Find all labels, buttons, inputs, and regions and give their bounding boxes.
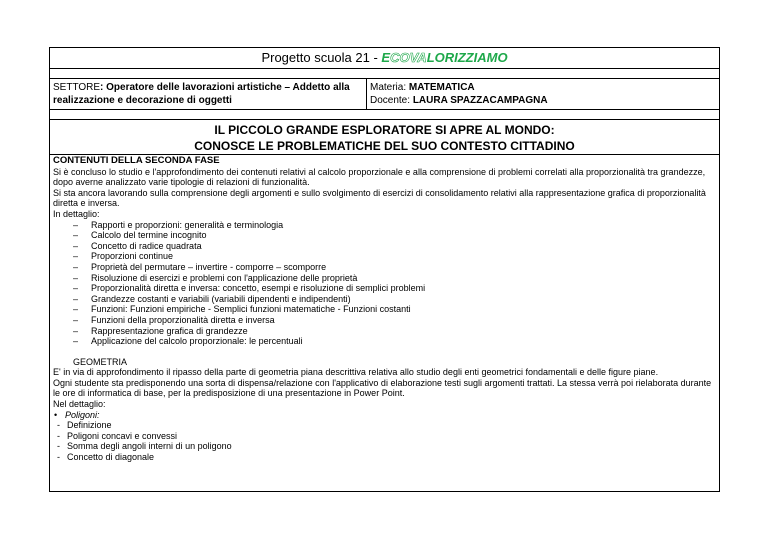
list-item: – Proporzionalità diretta e inversa: concetto, esempi e risoluzione di semplici problemi [73, 283, 716, 294]
settore-label: SETTORE [53, 82, 101, 93]
list-item: – Grandezze costanti e variabili (variabili dipendenti e indipendenti) [73, 294, 716, 305]
list-item: – Proporzioni continue [73, 251, 716, 262]
materia-value: MATEMATICA [408, 82, 475, 93]
spacer-row [50, 69, 720, 79]
materia-label: Materia: [370, 82, 409, 93]
spacer [53, 347, 716, 357]
list-item: – Funzioni: Funzioni empiriche - Semplici funzioni matematiche - Funzioni costanti [73, 304, 716, 315]
topics-list [53, 220, 716, 347]
list-item: - Concetto di diagonale [57, 452, 716, 463]
poligoni-list [53, 420, 716, 462]
logo-lorizziamo: LORIZZIAMO [426, 50, 508, 65]
docente-value: LAURA SPAZZACAMPAGNA [412, 95, 548, 106]
poligoni-label: Poligoni: [65, 409, 100, 420]
paragraph: Si sta ancora lavorando sulla comprensione degli argomenti e sullo svolgimento di esercizi di consolidamento relativi alla rappresentazione grafica di proporzionalità diretta e inversa. [53, 187, 706, 209]
list-item: – Applicazione del calcolo proporzionale: le percentuali [73, 336, 716, 347]
list-item: – Funzioni della proporzionalità diretta e inversa [73, 315, 716, 326]
logo-cova: COVA [390, 50, 427, 65]
content-cell [50, 155, 720, 492]
detail-label: Nel dettaglio: [53, 399, 106, 410]
list-item: – Rappresentazione grafica di grandezze [73, 326, 716, 337]
settore-value: : Operatore delle lavorazioni artistiche – Addetto alla realizzazione e decorazione di oggetti [53, 82, 350, 106]
paragraph: Ogni studente sta predisponendo una sorta di dispensa/relazione con l'applicativo di elaborazione testi sugli argomenti trattati. La stessa verrà poi rielaborata durante le ore di informatica di base, per la predisposizione di una presentazione in Power Point. [53, 377, 712, 399]
heading-line-1: IL PICCOLO GRANDE ESPLORATORE SI APRE AL MONDO: [214, 123, 555, 137]
settore-cell [50, 79, 367, 110]
geometria-title: GEOMETRIA [73, 356, 128, 367]
list-item: – Risoluzione di esercizi e problemi con l'applicazione delle proprietà [73, 273, 716, 284]
spacer-row [50, 110, 720, 120]
list-item: - Somma degli angoli interni di un poligono [57, 441, 716, 452]
detail-label: In dettaglio: [53, 208, 100, 219]
materia-docente-cell [367, 79, 720, 110]
list-item: – Concetto di radice quadrata [73, 241, 716, 252]
list-item: – Proprietà del permutare – invertire - comporre – scomporre [73, 262, 716, 273]
list-item: - Poligoni concavi e convessi [57, 431, 716, 442]
project-title-prefix: Progetto scuola 21 - [261, 50, 382, 65]
bullet-icon: • [54, 409, 58, 420]
poligoni-heading [53, 410, 716, 421]
docente-label: Docente: [370, 95, 413, 106]
list-item: – Calcolo del termine incognito [73, 230, 716, 241]
heading-line-2: CONOSCE LE PROBLEMATICHE DEL SUO CONTESTO CITTADINO [194, 139, 575, 153]
paragraph: E' in via di approfondimento il ripasso della parte di geometria piana descrittiva relativa allo studio degli enti geometrici fondamentali e delle figure piane. [53, 367, 659, 378]
section-title: CONTENUTI DELLA SECONDA FASE [53, 155, 220, 166]
project-title [50, 48, 720, 69]
paragraph: Si è concluso lo studio e l'approfondimento dei contenuti relativi al calcolo proporzionale e alla comprensione di problemi correlati alla proporzionalità tra grandezze, dopo averne analizzato varie tipologie di relazioni di funzionalità. [53, 166, 706, 188]
ecovalorizziamo-logo [381, 50, 507, 65]
project-table [49, 47, 720, 492]
logo-e: E [381, 50, 391, 65]
section-heading [50, 120, 720, 155]
list-item: – Rapporti e proporzioni: generalità e terminologia [73, 220, 716, 231]
list-item: - Definizione [57, 420, 716, 431]
